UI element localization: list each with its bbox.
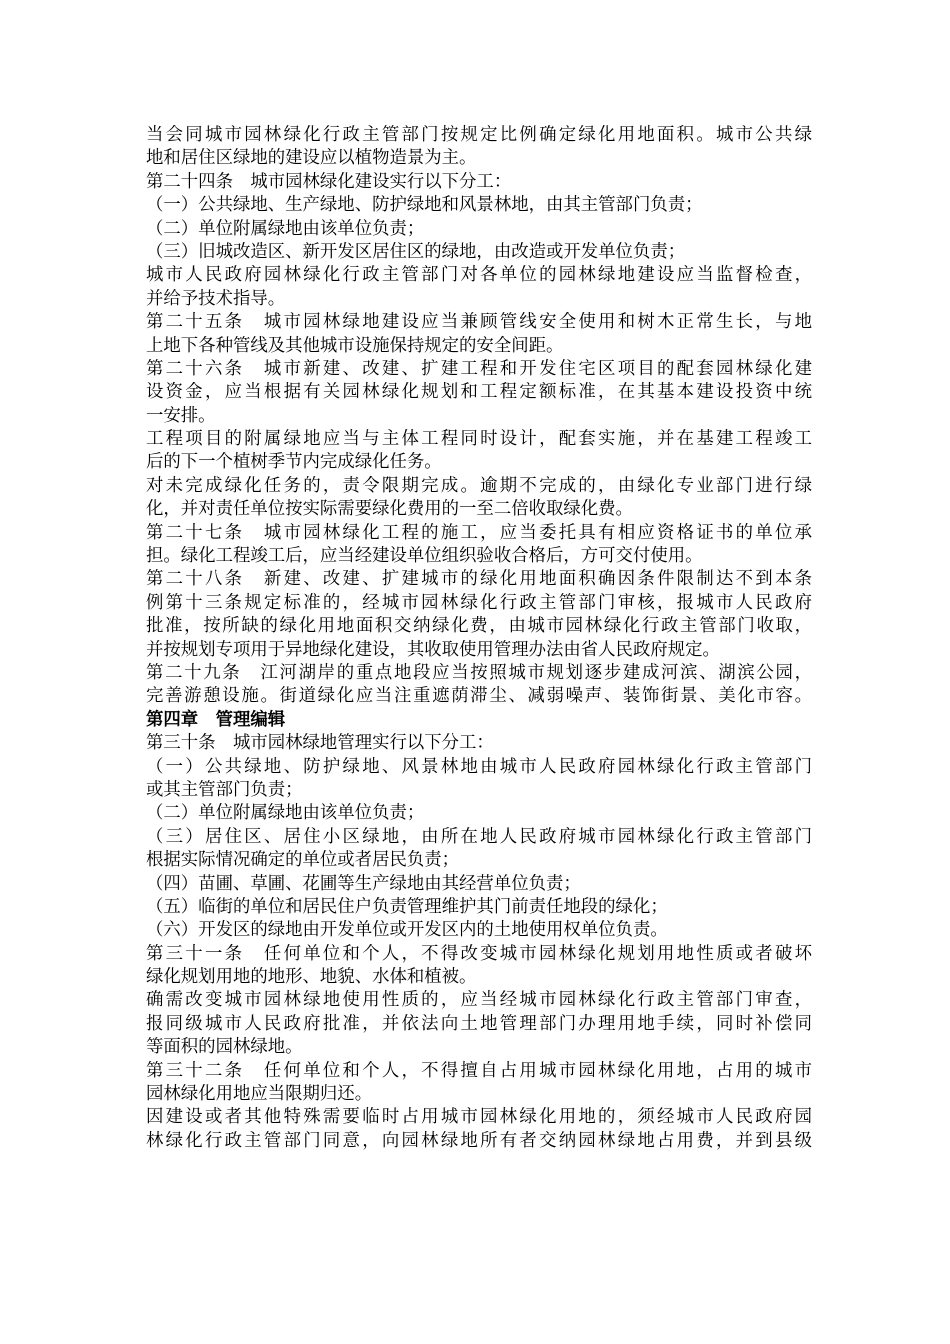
text-line: 对未完成绿化任务的，责令限期完成。逾期不完成的，由绿化专业部门进行绿 bbox=[146, 475, 812, 496]
text-line: 批准，按所缺的绿化用地面积交纳绿化费，由城市园林绿化行政主管部门收取， bbox=[146, 616, 812, 637]
text-line: 城市人民政府园林绿化行政主管部门对各单位的园林绿地建设应当监督检查， bbox=[146, 265, 812, 286]
text-line: （三）旧城改造区、新开发区居住区的绿地，由改造或开发单位负责； bbox=[146, 241, 686, 262]
text-line: 或其主管部门负责； bbox=[146, 779, 303, 800]
article-line: 第二十五条 城市园林绿地建设应当兼顾管线安全使用和树木正常生长，与地 bbox=[146, 312, 812, 333]
article-line: 第二十九条 江河湖岸的重点地段应当按照城市规划逐步建成河滨、湖滨公园， bbox=[146, 662, 812, 683]
text-line: 园林绿化用地应当限期归还。 bbox=[146, 1084, 373, 1105]
article-line: 第三十条 城市园林绿地管理实行以下分工： bbox=[146, 733, 494, 754]
text-line: （一）公共绿地、生产绿地、防护绿地和风景林地，由其主管部门负责； bbox=[146, 195, 703, 216]
text-line: 林绿化行政主管部门同意，向园林绿地所有者交纳园林绿地占用费，并到县级 bbox=[146, 1130, 812, 1151]
text-line: （二）单位附属绿地由该单位负责； bbox=[146, 803, 425, 824]
text-line: （三）居住区、居住小区绿地，由所在地人民政府城市园林绿化行政主管部门 bbox=[146, 826, 812, 847]
document-page bbox=[146, 124, 812, 1153]
text-line: 后的下一个植树季节内完成绿化任务。 bbox=[146, 452, 442, 473]
text-line: （五）临街的单位和居民住户负责管理维护其门前责任地段的绿化； bbox=[146, 896, 668, 917]
text-line: （一）公共绿地、防护绿地、风景林地由城市人民政府园林绿化行政主管部门 bbox=[146, 756, 812, 777]
text-line: 并给予技术指导。 bbox=[146, 288, 286, 309]
text-line: （二）单位附属绿地由该单位负责； bbox=[146, 218, 425, 239]
text-line: 当会同城市园林绿化行政主管部门按规定比例确定绿化用地面积。城市公共绿 bbox=[146, 125, 812, 145]
text-line: 担。绿化工程竣工后，应当经建设单位组织验收合格后，方可交付使用。 bbox=[146, 546, 703, 567]
text-line: 完善游憩设施。街道绿化应当注重遮荫滞尘、减弱噪声、装饰街景、美化市容。 bbox=[146, 686, 812, 707]
article-line: 第二十七条 城市园林绿化工程的施工，应当委托具有相应资格证书的单位承 bbox=[146, 522, 812, 543]
text-line: 工程项目的附属绿地应当与主体工程同时设计，配套实施，并在基建工程竣工 bbox=[146, 429, 812, 450]
text-line: （六）开发区的绿地由开发单位或开发区内的土地使用权单位负责。 bbox=[146, 920, 668, 941]
text-line: 根据实际情况确定的单位或者居民负责； bbox=[146, 850, 460, 871]
text-line: 地和居住区绿地的建设应以植物造景为主。 bbox=[146, 148, 477, 169]
text-line: 绿化规划用地的地形、地貌、水体和植被。 bbox=[146, 967, 477, 988]
text-line: 确需改变城市园林绿地使用性质的，应当经城市园林绿化行政主管部门审查， bbox=[146, 990, 812, 1011]
chapter-heading: 第四章 管理编辑 bbox=[146, 709, 286, 730]
text-line: 化，并对责任单位按实际需要绿化费用的一至二倍收取绿化费。 bbox=[146, 499, 633, 520]
text-line: 并按规划专项用于异地绿化建设，其收取使用管理办法由省人民政府规定。 bbox=[146, 639, 720, 660]
text-line: 设资金，应当根据有关园林绿化规划和工程定额标准，在其基本建设投资中统 bbox=[146, 382, 812, 403]
text-line: 上地下各种管线及其他城市设施保持规定的安全间距。 bbox=[146, 335, 564, 356]
article-line: 第二十六条 城市新建、改建、扩建工程和开发住宅区项目的配套园林绿化建 bbox=[146, 358, 812, 379]
text-line: 例第十三条规定标准的，经城市园林绿化行政主管部门审核，报城市人民政府 bbox=[146, 592, 812, 613]
article-line: 第二十四条 城市园林绿化建设实行以下分工： bbox=[146, 171, 512, 192]
text-line: 一安排。 bbox=[146, 405, 216, 426]
text-line: 等面积的园林绿地。 bbox=[146, 1037, 303, 1058]
text-line: （四）苗圃、草圃、花圃等生产绿地由其经营单位负责； bbox=[146, 873, 581, 894]
text-line: 报同级城市人民政府批准，并依法向土地管理部门办理用地手续，同时补偿同 bbox=[146, 1013, 812, 1034]
article-line: 第三十二条 任何单位和个人，不得擅自占用城市园林绿化用地，占用的城市 bbox=[146, 1060, 812, 1081]
text-line: 因建设或者其他特殊需要临时占用城市园林绿化用地的，须经城市人民政府园 bbox=[146, 1107, 812, 1128]
article-line: 第三十一条 任何单位和个人，不得改变城市园林绿化规划用地性质或者破坏 bbox=[146, 943, 812, 964]
article-line: 第二十八条 新建、改建、扩建城市的绿化用地面积确因条件限制达不到本条 bbox=[146, 569, 812, 590]
